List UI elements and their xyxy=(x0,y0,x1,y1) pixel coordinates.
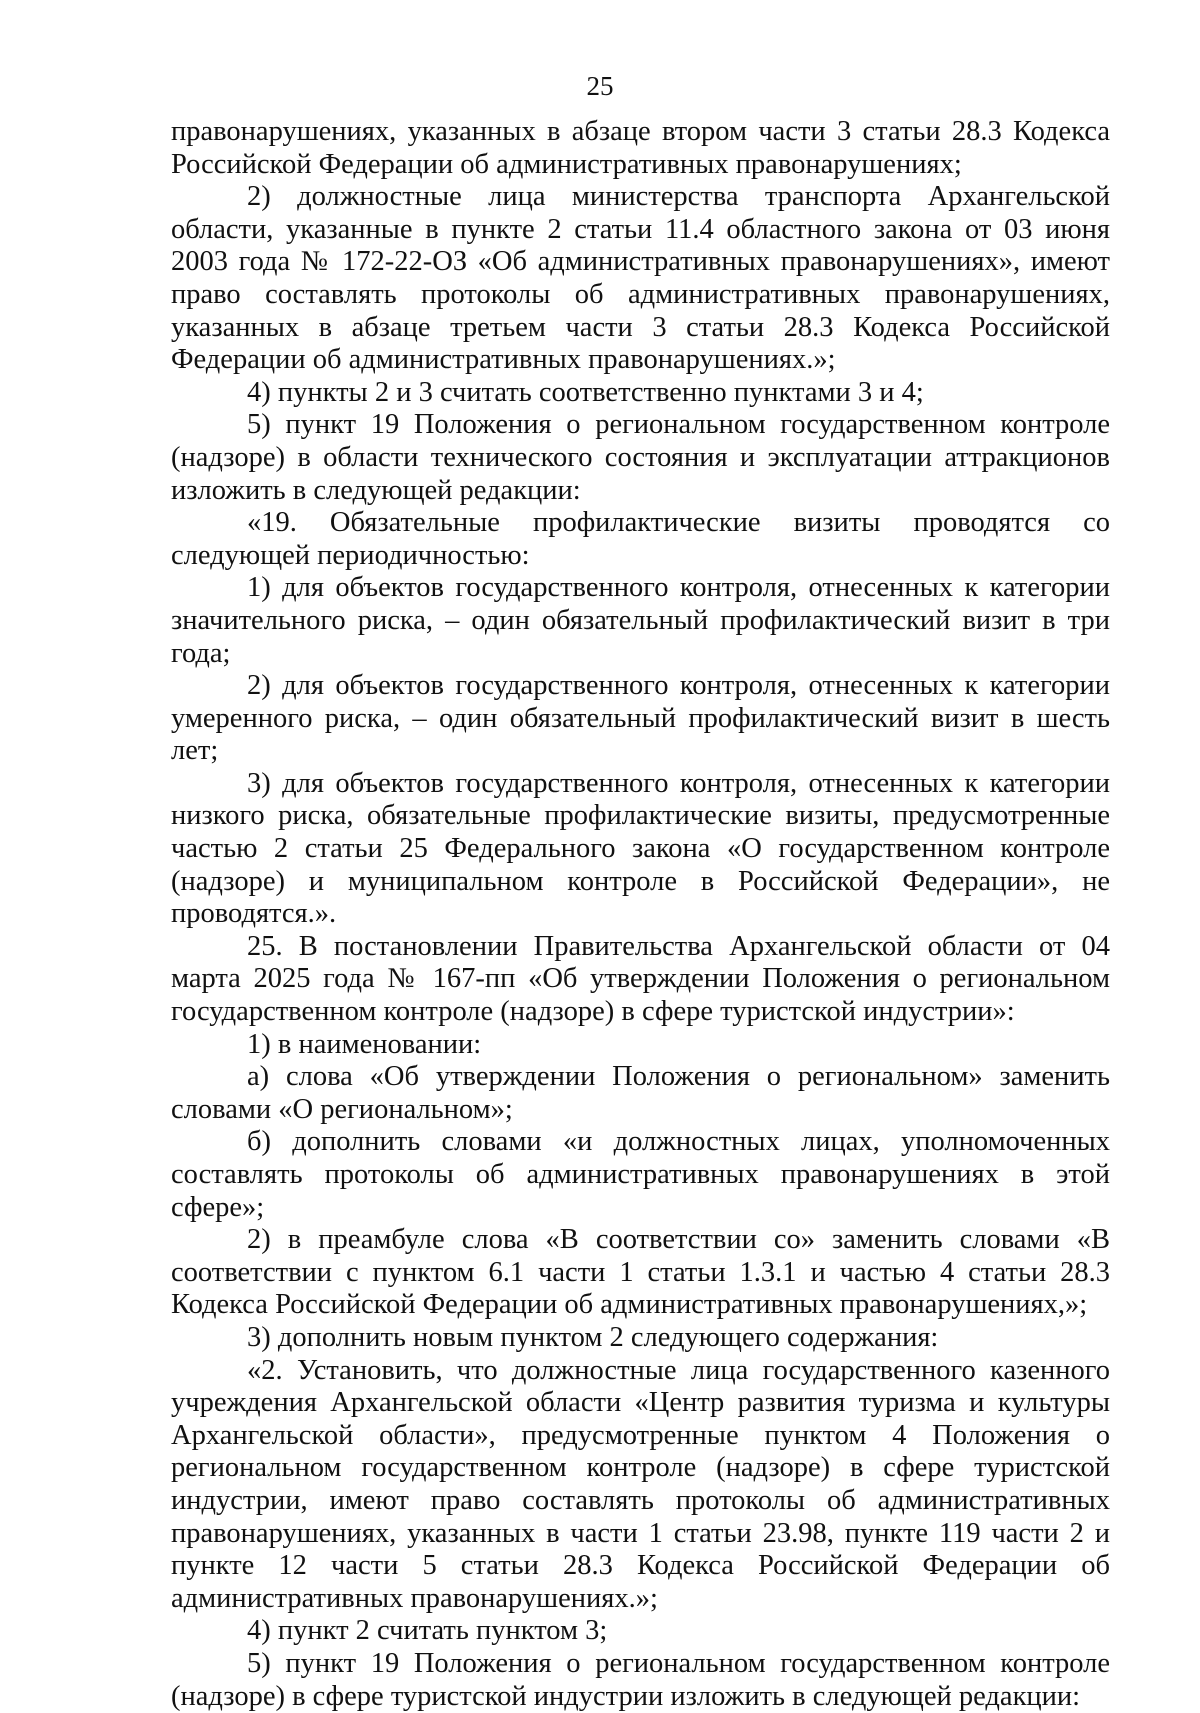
paragraph: 2) для объектов государственного контроля, отнесенных к категории умеренного риска, – один обязательный профилактический визит в шесть лет; xyxy=(171,670,1110,767)
paragraph: 1) для объектов государственного контроля, отнесенных к категории значительного риска, – один обязательный профилактический визит в три года; xyxy=(171,572,1110,669)
paragraph: 3) для объектов государственного контроля, отнесенных к категории низкого риска, обязательные профилактические визиты, предусмотренные частью 2 статьи 25 Федерального закона «О государственном контроле (надзоре) и муниципальном контроле в Российской Федерации», не проводятся.». xyxy=(171,767,1110,930)
paragraph: 5) пункт 19 Положения о региональном государственном контроле (надзоре) в сфере туристской индустрии изложить в следующей редакции: xyxy=(171,1647,1110,1712)
paragraph: а) слова «Об утверждении Положения о региональном» заменить словами «О региональном»; xyxy=(171,1061,1110,1125)
paragraph: 2) в преамбуле слова «В соответствии со» заменить словами «В соответствии с пунктом 6.1 части 1 статьи 1.3.1 и частью 4 статьи 28.3 Кодекса Российской Федерации об административных правонарушениях,»; xyxy=(171,1224,1110,1321)
paragraph: 4) пункт 2 считать пунктом 3; xyxy=(247,1615,608,1647)
paragraph: «2. Установить, что должностные лица государственного казенного учреждения Архангельской области «Центр развития туризма и культуры Архангельской области», предусмотренные пунктом 4 Положения о региональном государственном контроле (надзоре) в сфере туристской индустрии, имеют право составлять протоколы об административных правонарушениях, указанных в части 1 статьи 23.98, пункте 119 части 2 и пункте 12 части 5 статьи 28.3 Кодекса Российской Федерации об административных правонарушениях.»; xyxy=(171,1354,1110,1614)
paragraph: 4) пункты 2 и 3 считать соответственно пунктами 3 и 4; xyxy=(247,376,924,408)
paragraph: 3) дополнить новым пунктом 2 следующего содержания: xyxy=(247,1321,939,1353)
paragraph: 2) должностные лица министерства транспорта Архангельской области, указанные в пункте 2 статьи 11.4 областного закона от 03 июня 2003 года № 172-22-ОЗ «Об административных правонарушениях», имеют право составлять протоколы об административных правонарушениях, указанных в абзаце третьем части 3 статьи 28.3 Кодекса Российской Федерации об административных правонарушениях.»; xyxy=(171,181,1110,376)
document-body xyxy=(171,116,1110,1713)
page-number: 25 xyxy=(586,71,614,101)
paragraph: 1) в наименовании: xyxy=(247,1028,482,1060)
paragraph: правонарушениях, указанных в абзаце втором части 3 статьи 28.3 Кодекса Российской Федерации об административных правонарушениях; xyxy=(171,116,1110,180)
paragraph: «19. Обязательные профилактические визиты проводятся со следующей периодичностью: xyxy=(171,507,1110,571)
paragraph: 25. В постановлении Правительства Архангельской области от 04 марта 2025 года № 167-пп «Об утверждении Положения о региональном государственном контроле (надзоре) в сфере туристской индустрии»: xyxy=(171,930,1110,1028)
paragraph: б) дополнить словами «и должностных лицах, уполномоченных составлять протоколы об административных правонарушениях в этой сфере»; xyxy=(171,1126,1110,1223)
paragraph: 5) пункт 19 Положения о региональном государственном контроле (надзоре) в области технического состояния и эксплуатации аттракционов изложить в следующей редакции: xyxy=(171,409,1110,506)
